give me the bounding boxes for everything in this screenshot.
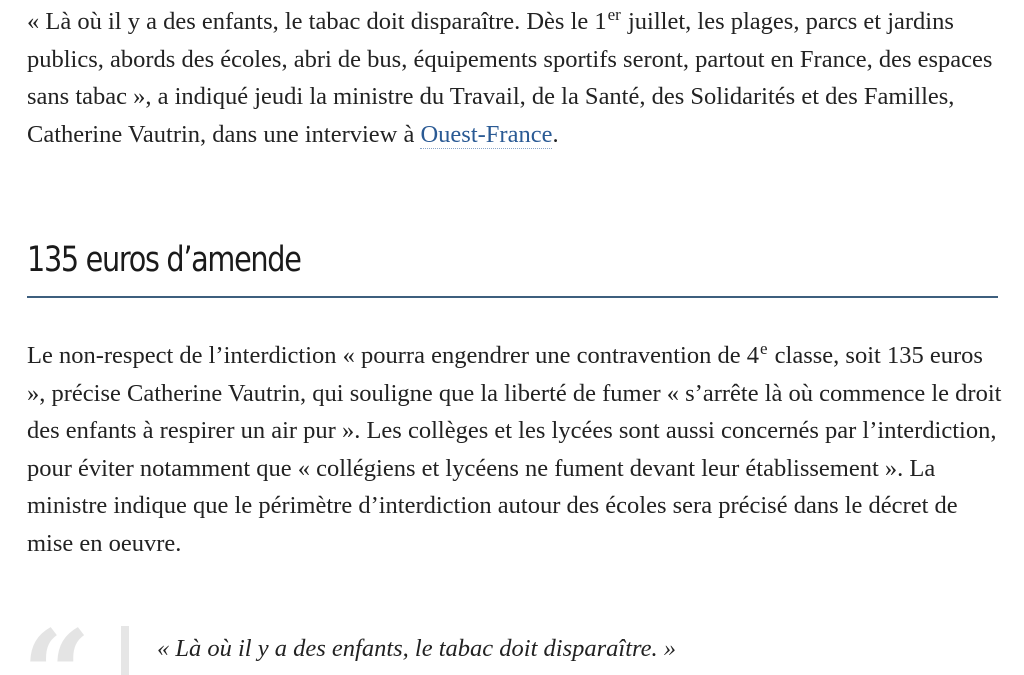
paragraph-text: « Là où il y a des enfants, le tabac doit disparaître. Dès le 1 (27, 8, 607, 35)
ouest-france-link[interactable]: Ouest-France (420, 120, 553, 148)
paragraph-text: Le non-respect de l’interdiction « pourra engendrer une contravention de 4 (27, 342, 759, 369)
paragraph-text: classe, soit 135 euros », précise Catherine Vautrin, qui souligne que la liberté de fumer « s’arrête là où commence le droit des enfants à respirer un air pur ». Les collèges et les lycées sont aussi concernés par l’interdiction, pour éviter notamment que « collégiens et lycéens ne fument devant leur établissement ». La ministre indique que le périmètre d’interdiction autour des écoles sera précisé dans le décret de mise en oeuvre. (27, 342, 1002, 557)
article-paragraph-intro (27, 3, 1002, 153)
article-paragraph-fine (27, 337, 1002, 562)
pull-quote: « Là où il y a des enfants, le tabac doit disparaître. » (157, 635, 677, 662)
section-divider (27, 296, 998, 298)
ordinal-superscript: e (760, 339, 768, 358)
quote-mark-icon: “ (22, 604, 92, 675)
quote-bar-decoration (121, 626, 129, 675)
ordinal-superscript: er (607, 5, 621, 24)
section-heading: 135 euros d’amende (27, 240, 301, 280)
paragraph-text: juillet, les plages, parcs et jardins publics, abords des écoles, abri de bus, équipements sportifs seront, partout en France, des espaces sans tabac », a indiqué jeudi la ministre du Travail, de la Santé, des Solidarités et des Familles, Catherine Vautrin, dans une interview à (27, 8, 993, 148)
paragraph-text: . (552, 120, 559, 148)
